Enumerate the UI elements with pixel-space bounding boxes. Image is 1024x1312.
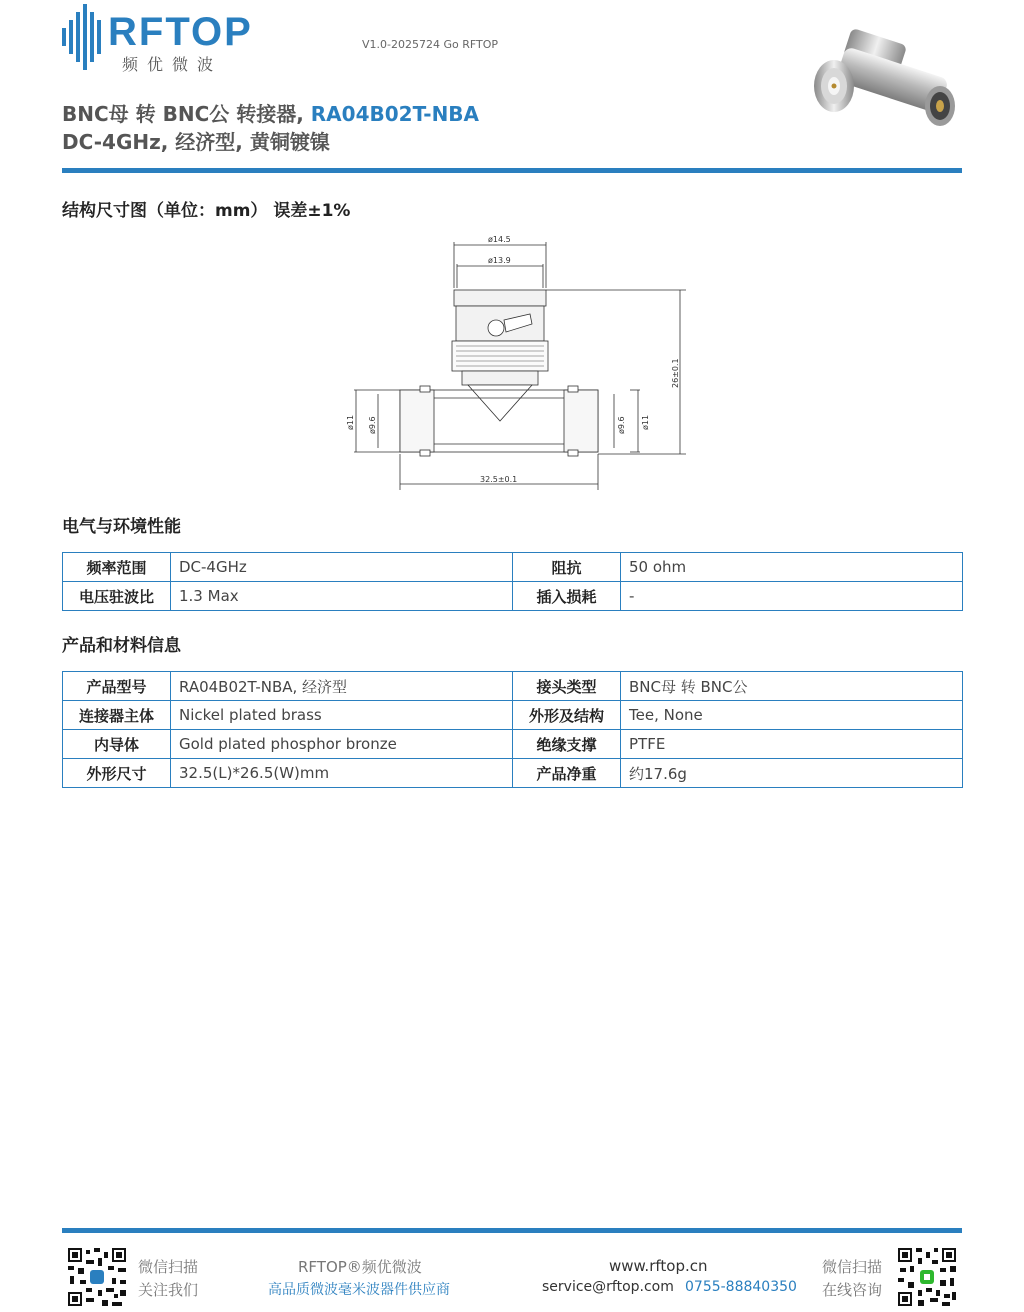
- logo-wave-icon: [62, 0, 108, 74]
- rftop-logo: [62, 0, 272, 74]
- title-prefix: BNC母 转 BNC公 转接器,: [62, 102, 311, 126]
- qr-code-follow-icon: [68, 1248, 126, 1306]
- website-link[interactable]: www.rftop.cn: [609, 1257, 708, 1275]
- phone-number: 0755-88840350: [685, 1279, 797, 1295]
- table-cell: RA04B02T-NBA, 经济型: [171, 672, 513, 701]
- follow-us: 关注我们: [138, 1281, 199, 1299]
- table-cell: 电压驻波比: [63, 582, 171, 611]
- table-row: [63, 553, 963, 582]
- wechat-scan-left: 微信扫描: [138, 1258, 199, 1276]
- table-row: [63, 672, 963, 701]
- dim-height: 26±0.1: [671, 358, 680, 388]
- header-divider: [62, 168, 962, 173]
- table-cell: BNC母 转 BNC公: [621, 672, 963, 701]
- table-cell: 阻抗: [513, 553, 621, 582]
- version-label: V1.0-2025724 Go RFTOP: [362, 38, 499, 51]
- table-cell: 接头类型: [513, 672, 621, 701]
- table-cell: 插入损耗: [513, 582, 621, 611]
- table-cell: Nickel plated brass: [171, 701, 513, 730]
- table-cell: Gold plated phosphor bronze: [171, 730, 513, 759]
- table-cell: 产品型号: [63, 672, 171, 701]
- wechat-scan-right: 微信扫描: [822, 1258, 883, 1276]
- table-cell: DC-4GHz: [171, 553, 513, 582]
- drawing-section-title: 结构尺寸图（单位：mm） 误差±1%: [62, 201, 351, 221]
- dim-left-inner: ø9.6: [368, 416, 377, 434]
- product-subtitle: DC-4GHz, 经济型, 黄铜镀镍: [62, 130, 330, 154]
- table-row: [63, 701, 963, 730]
- dim-length: 32.5±0.1: [480, 475, 518, 484]
- dim-left-outer: ø11: [346, 414, 355, 430]
- table-cell: 外形尺寸: [63, 759, 171, 788]
- brand-name: RFTOP: [108, 10, 253, 54]
- table-cell: 绝缘支撑: [513, 730, 621, 759]
- company-slogan: 高品质微波毫米波器件供应商: [268, 1282, 450, 1298]
- table-cell: 产品净重: [513, 759, 621, 788]
- electrical-table: [62, 552, 963, 611]
- table-cell: 约17.6g: [621, 759, 963, 788]
- dim-right-outer: ø11: [641, 414, 650, 430]
- dim-d14-5: ø14.5: [488, 235, 511, 244]
- table-row: [63, 582, 963, 611]
- table-cell: -: [621, 582, 963, 611]
- dim-right-inner: ø9.6: [617, 416, 626, 434]
- table-cell: 1.3 Max: [171, 582, 513, 611]
- footer-divider: [62, 1228, 962, 1233]
- electrical-section-title: 电气与环境性能: [62, 517, 181, 537]
- product-photo: [808, 28, 960, 132]
- product-title: [62, 98, 479, 127]
- table-cell: 50 ohm: [621, 553, 963, 582]
- material-table: [62, 671, 963, 788]
- table-cell: Tee, None: [621, 701, 963, 730]
- dimension-drawing: [340, 228, 690, 490]
- part-number: RA04B02T-NBA: [310, 102, 480, 126]
- material-section-title: 产品和材料信息: [62, 636, 181, 656]
- email-link[interactable]: service@rftop.com: [542, 1279, 674, 1295]
- table-row: [63, 759, 963, 788]
- table-cell: 外形及结构: [513, 701, 621, 730]
- brand-name-cn: 频优微波: [122, 55, 223, 74]
- table-cell: PTFE: [621, 730, 963, 759]
- table-cell: 内导体: [63, 730, 171, 759]
- qr-code-consult-icon: [898, 1248, 956, 1306]
- company-name: RFTOP®频优微波: [298, 1258, 422, 1276]
- table-row: [63, 730, 963, 759]
- table-cell: 32.5(L)*26.5(W)mm: [171, 759, 513, 788]
- dim-d13-9: ø13.9: [488, 256, 511, 265]
- online-consult: 在线咨询: [822, 1281, 883, 1299]
- table-cell: 连接器主体: [63, 701, 171, 730]
- table-cell: 频率范围: [63, 553, 171, 582]
